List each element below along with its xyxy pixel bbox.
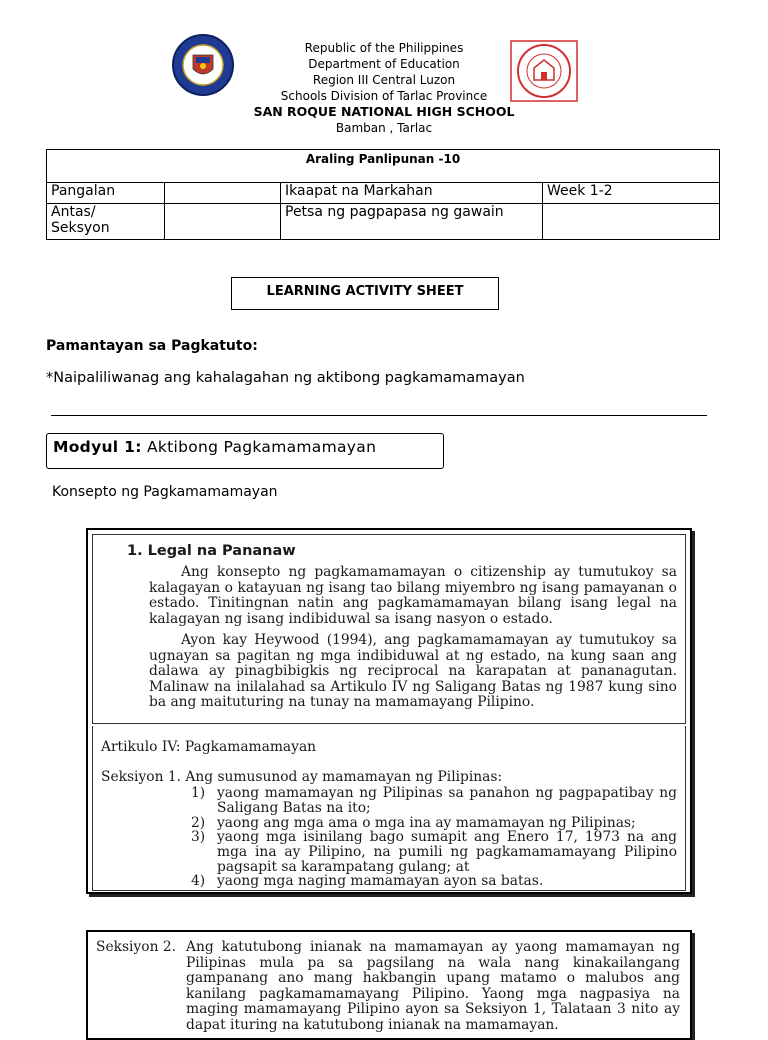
section-label (47, 204, 165, 240)
list-number: 2) (191, 815, 206, 831)
divider (51, 415, 707, 416)
header-line: Schools Division of Tarlac Province (280, 89, 488, 103)
list-text: yaong mamamayan ng Pilipinas sa panahon ng pagpapatibay ng Saligang Batas na ito; (217, 785, 677, 816)
section-label-line: Seksyon (51, 220, 110, 236)
submission-date-field[interactable] (543, 204, 720, 240)
school-name: SAN ROQUE NATIONAL HIGH SCHOOL (253, 104, 515, 119)
module-title: Aktibong Pagkamamamayan (146, 438, 377, 456)
section-label-line: Antas/ (51, 204, 96, 220)
paragraph-citizenship (149, 565, 677, 627)
header-line: Republic of the Philippines (304, 41, 464, 55)
list-number: 1) (191, 785, 206, 801)
paragraph-text: Ang konsepto ng pagkamamamayan o citizenship ay tumutukoy sa kalagayan o katayuan ng isang tao bilang miyembro ng isang pamayanan o estado. Tinitingnan natin ang pagkamamamayan bilang isang legal na kalagayan ng isang indibiduwal sa isang nasyon o estado. (149, 564, 677, 627)
module-title-box (46, 433, 444, 469)
header-line: Region III Central Luzon (312, 73, 456, 87)
week-label: Week 1-2 (543, 183, 720, 204)
list-text: yaong mga isinilang bago sumapit ang Enero 17, 1973 na ang mga ina ay Pilipino, na pumili ng pagkamamamayang Pilipino pagsapit sa karampatang gulang; at (217, 829, 677, 875)
school-seal-logo (510, 40, 578, 102)
school-header (240, 40, 528, 136)
student-info-table (46, 149, 720, 240)
list-text: yaong ang mga ama o mga ina ay mamamayan ng Pilipinas; (217, 815, 636, 831)
name-field[interactable] (165, 183, 281, 204)
section-field[interactable] (165, 204, 281, 240)
panel-heading: 1. Legal na Pananaw (127, 543, 296, 559)
school-location: Bamban , Tarlac (335, 121, 433, 135)
section-2-label: Seksiyon 2. (96, 939, 177, 955)
article-title: Artikulo IV: Pagkamamamayan (101, 739, 317, 755)
paragraph-text: Ayon kay Heywood (1994), ang pagkamamamayan ay tumutukoy sa ugnayan sa pagitan ng mga indibiduwal at ng estado, na kung saan ang dalawa ay pinagbibigkis ng reciprocal na karapatan at pananagutan. Malinaw na inilalahad sa Artikulo IV ng Saligang Batas ng 1987 kung sino ba ang maituturing na tunay na mamamayang Pilipino. (149, 632, 677, 710)
standards-text: *Naipaliliwanag ang kahalagahan ng aktibong pagkamamamayan (46, 370, 525, 386)
list-number: 4) (191, 873, 206, 889)
concept-heading: Konsepto ng Pagkamamamayan (52, 484, 278, 500)
subject-title: Araling Panlipunan -10 (47, 150, 720, 183)
learning-activity-sheet-title: LEARNING ACTIVITY SHEET (231, 277, 499, 310)
paragraph-heywood (149, 633, 677, 711)
list-number: 3) (191, 829, 206, 845)
quarter-label: Ikaapat na Markahan (281, 183, 543, 204)
module-label: Modyul 1: (53, 438, 142, 456)
submission-date-label: Petsa ng pagpapasa ng gawain (281, 204, 543, 240)
article-box (92, 726, 686, 891)
legal-view-box (92, 534, 686, 724)
header-line: Department of Education (308, 57, 460, 71)
list-text: yaong mga naging mamamayan ayon sa batas. (217, 873, 544, 889)
section-2-text: Ang katutubong inianak na mamamayan ay yaong mamamayan ng Pilipinas mula pa sa pagsilang na wala nang kinakailangang gampanang ano mang hakbangin upang matamo o malubos ang kanilang pagkamamamayang Pilipino. Yaong mga nagpasiya na maging mamamayang Pilipino ayon sa Seksiyon 1, Talataan 3 nito ay dapat ituring na katutubong inianak na mamamayan. (186, 939, 680, 1033)
legal-view-panel (86, 528, 692, 894)
standards-title: Pamantayan sa Pagkatuto: (46, 338, 258, 354)
name-label: Pangalan (47, 183, 165, 204)
deped-seal-logo (166, 33, 240, 97)
section-1-title: Seksiyon 1. Ang sumusunod ay mamamayan ng Pilipinas: (101, 769, 503, 785)
